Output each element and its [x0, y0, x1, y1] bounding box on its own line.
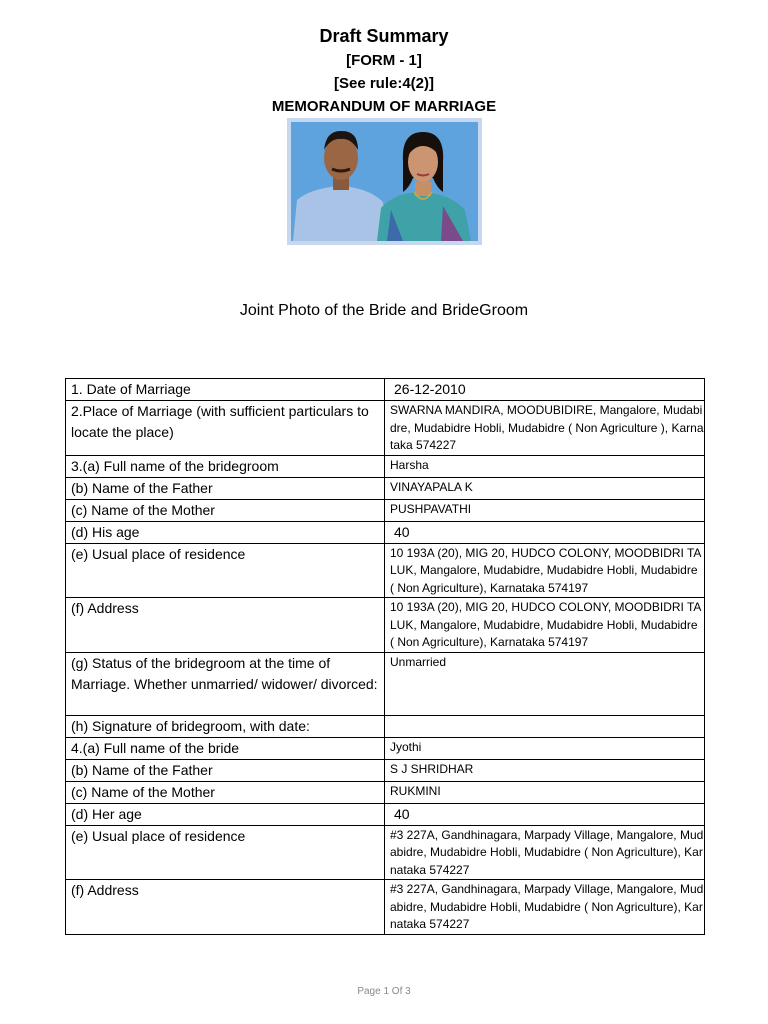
memorandum-heading: MEMORANDUM OF MARRIAGE [271, 98, 497, 115]
table-row [66, 652, 705, 715]
table-row [66, 737, 705, 759]
field-value [385, 715, 705, 737]
photo-caption: Joint Photo of the Bride and BrideGroom [239, 302, 529, 319]
field-value: 10 193A (20), MIG 20, HUDCO COLONY, MOODBIDRI TALUK, Mangalore, Mudabidre, Mudabidre Hobli, Mudabidre ( Non Agriculture), Karnataka 574197 [385, 598, 705, 653]
field-value: 40 [385, 803, 705, 825]
field-value: #3 227A, Gandhinagara, Marpady Village, Mangalore, Mudabidre, Mudabidre Hobli, Mudabidre ( Non Agriculture), Karnataka 574227 [385, 825, 705, 880]
field-label: 4.(a) Full name of the bride [66, 737, 385, 759]
field-value: Unmarried [385, 652, 705, 715]
field-label: (e) Usual place of residence [66, 825, 385, 880]
field-value: Jyothi [385, 737, 705, 759]
field-value: 40 [385, 521, 705, 543]
document-title: Draft Summary [319, 26, 449, 46]
field-label: (f) Address [66, 598, 385, 653]
field-label: (g) Status of the bridegroom at the time of Marriage. Whether unmarried/ widower/ divorced: [66, 652, 385, 715]
table-row [66, 825, 705, 880]
table-row [66, 543, 705, 598]
field-label: 1. Date of Marriage [66, 379, 385, 401]
field-label: (c) Name of the Mother [66, 499, 385, 521]
field-value: SWARNA MANDIRA, MOODUBIDIRE, Mangalore, Mudabidre, Mudabidre Hobli, Mudabidre ( Non Agriculture ), Karnataka 574227 [385, 401, 705, 456]
field-label: (c) Name of the Mother [66, 781, 385, 803]
field-label: (f) Address [66, 880, 385, 935]
table-row [66, 521, 705, 543]
field-label: (h) Signature of bridegroom, with date: [66, 715, 385, 737]
page-number: Page 1 Of 3 [357, 986, 411, 997]
table-row [66, 598, 705, 653]
field-value: 10 193A (20), MIG 20, HUDCO COLONY, MOODBIDRI TALUK, Mangalore, Mudabidre, Mudabidre Hobli, Mudabidre ( Non Agriculture), Karnataka 574197 [385, 543, 705, 598]
form-number: [FORM - 1] [346, 52, 422, 69]
field-value: RUKMINI [385, 781, 705, 803]
field-value: VINAYAPALA K [385, 477, 705, 499]
table-row [66, 803, 705, 825]
field-value: Harsha [385, 455, 705, 477]
field-label: 3.(a) Full name of the bridegroom [66, 455, 385, 477]
field-label: (e) Usual place of residence [66, 543, 385, 598]
field-label: (b) Name of the Father [66, 477, 385, 499]
couple-photo [287, 118, 482, 245]
table-row [66, 759, 705, 781]
rule-reference: [See rule:4(2)] [333, 75, 435, 92]
field-label: (d) Her age [66, 803, 385, 825]
field-value: S J SHRIDHAR [385, 759, 705, 781]
table-row [66, 880, 705, 935]
field-label: (b) Name of the Father [66, 759, 385, 781]
field-label: 2.Place of Marriage (with sufficient particulars to locate the place) [66, 401, 385, 456]
table-row [66, 401, 705, 456]
field-value: PUSHPAVATHI [385, 499, 705, 521]
table-row [66, 715, 705, 737]
table-row [66, 379, 705, 401]
marriage-details-table [65, 378, 705, 935]
table-row [66, 499, 705, 521]
field-value: #3 227A, Gandhinagara, Marpady Village, Mangalore, Mudabidre, Mudabidre Hobli, Mudabidre ( Non Agriculture), Karnataka 574227 [385, 880, 705, 935]
table-row [66, 477, 705, 499]
table-row [66, 455, 705, 477]
table-row [66, 781, 705, 803]
field-value: 26-12-2010 [385, 379, 705, 401]
field-label: (d) His age [66, 521, 385, 543]
